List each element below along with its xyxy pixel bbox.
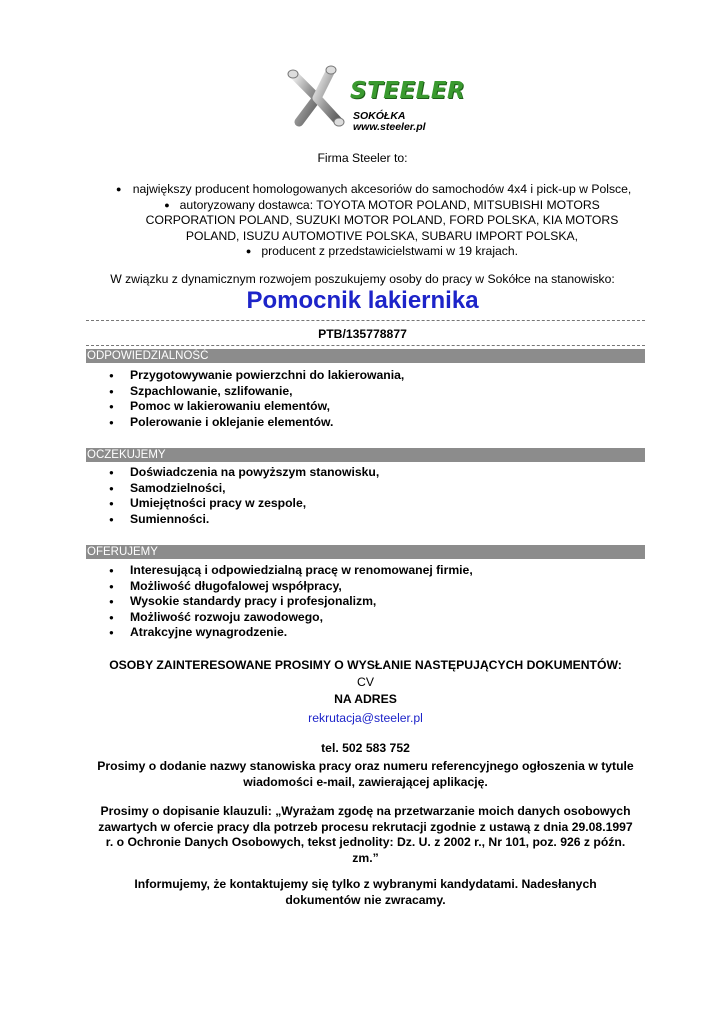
responsibilities-list xyxy=(109,368,404,430)
subject-instructions xyxy=(86,759,645,790)
company-bullet-2-line-3: POLAND, ISUZU AUTOMOTIVE POLSKA, SUBARU IMPORT POLSKA, xyxy=(185,228,579,243)
company-bullet-2-line-1: autoryzowany dostawca: TOYOTA MOTOR POLAND, MITSUBISHI MOTORS xyxy=(179,197,600,212)
bullet-icon: ● xyxy=(245,246,252,256)
clause-line-2: zawartych w ofercie pracy dla potrzeb procesu rekrutacji zgodnie z ustawą z dnia 29.08.1997 xyxy=(98,819,633,834)
section-header-expectations: OCZEKUJEMY xyxy=(86,448,645,462)
list-item: ● Atrakcyjne wynagrodzenie. xyxy=(109,625,473,641)
logo-brand-text: STEELER xyxy=(350,78,466,104)
list-item: ● Możliwość długofalowej współpracy, xyxy=(109,579,473,595)
lead-text: W związku z dynamicznym rozwojem poszukujemy osoby do pracy w Sokółce na stanowisko: xyxy=(110,272,615,286)
company-bullet-2 xyxy=(112,198,652,214)
company-bullets xyxy=(112,182,652,260)
job-title: Pomocnik lakiernika xyxy=(246,287,479,314)
list-item: ● Pomoc w lakierowaniu elementów, xyxy=(109,399,404,415)
list-item: ● Samodzielności, xyxy=(109,481,379,497)
clause-line-1: Prosimy o dopisanie klauzuli: „Wyrażam zgodę na przetwarzanie moich danych osobowych xyxy=(100,804,631,818)
divider xyxy=(86,320,645,321)
list-item: ● Możliwość rozwoju zawodowego, xyxy=(109,610,473,626)
company-logo xyxy=(287,64,466,134)
subject-line-2: wiadomości e-mail, zawierającej aplikację. xyxy=(243,774,488,789)
bullet-icon: ● xyxy=(116,184,122,194)
subject-line-1: Prosimy o dodanie nazwy stanowiska pracy oraz numeru referencyjnego ogłoszenia w tytule xyxy=(97,759,634,773)
logo-website-text: www.steeler.pl xyxy=(353,121,426,133)
section-header-responsibilities: ODPOWIEDZIALNOŚĆ xyxy=(86,349,645,363)
email-link[interactable]: rekrutacja@steeler.pl xyxy=(308,711,423,725)
address-label: NA ADRES xyxy=(334,692,397,706)
info-line-2: dokumentów nie zwracamy. xyxy=(285,892,446,907)
company-bullet-1-text: największy producent homologowanych akcesoriów do samochodów 4x4 i pick-up w Polsce, xyxy=(132,182,632,196)
list-item: ● Interesującą i odpowiedzialną pracę w renomowanej firmie, xyxy=(109,563,473,579)
privacy-clause xyxy=(86,804,645,866)
list-item: ● Polerowanie i oklejanie elementów. xyxy=(109,415,404,431)
info-line-1: Informujemy, że kontaktujemy się tylko z wybranymi kandydatami. Nadesłanych xyxy=(134,877,597,891)
divider xyxy=(86,345,645,346)
application-heading: OSOBY ZAINTERESOWANE PROSIMY O WYSŁANIE NASTĘPUJĄCYCH DOKUMENTÓW: xyxy=(109,658,622,672)
bullet-icon: ● xyxy=(164,199,170,210)
list-item: ● Przygotowywanie powierzchni do lakierowania, xyxy=(109,368,404,384)
company-bullet-2-line-2: CORPORATION POLAND, SUZUKI MOTOR POLAND, FORD POLSKA, KIA MOTORS xyxy=(145,213,619,227)
reference-number: PTB/135778877 xyxy=(318,327,407,341)
list-item: ● Wysokie standardy pracy i profesjonalizm, xyxy=(109,594,473,610)
clause-line-3: r. o Ochronie Danych Osobowych, tekst jednolity: Dz. U. z 2002 r., Nr 101, poz. 926 z późn. xyxy=(105,835,626,849)
required-docs: CV xyxy=(357,675,374,689)
list-item: ● Umiejętności pracy w zespole, xyxy=(109,496,379,512)
company-bullet-3 xyxy=(112,244,652,260)
contact-info-notice xyxy=(86,877,645,908)
section-header-offer: OFERUJEMY xyxy=(86,545,645,559)
logo-city-text: SOKÓŁKA xyxy=(353,110,406,122)
list-item: ● Szpachlowanie, szlifowanie, xyxy=(109,384,404,400)
clause-line-4: zm.” xyxy=(352,850,379,865)
offer-list xyxy=(109,563,473,641)
expectations-list xyxy=(109,465,379,527)
phone-number: tel. 502 583 752 xyxy=(321,741,410,755)
list-item: ● Sumienności. xyxy=(109,512,379,528)
pipe-logo-icon xyxy=(287,64,357,130)
list-item: ● Doświadczenia na powyższym stanowisku, xyxy=(109,465,379,481)
email-row xyxy=(86,711,645,727)
company-bullet-1 xyxy=(112,182,652,198)
intro-text: Firma Steeler to: xyxy=(317,151,408,165)
company-bullet-3-text: producent z przedstawicielstwami w 19 krajach. xyxy=(261,244,519,258)
